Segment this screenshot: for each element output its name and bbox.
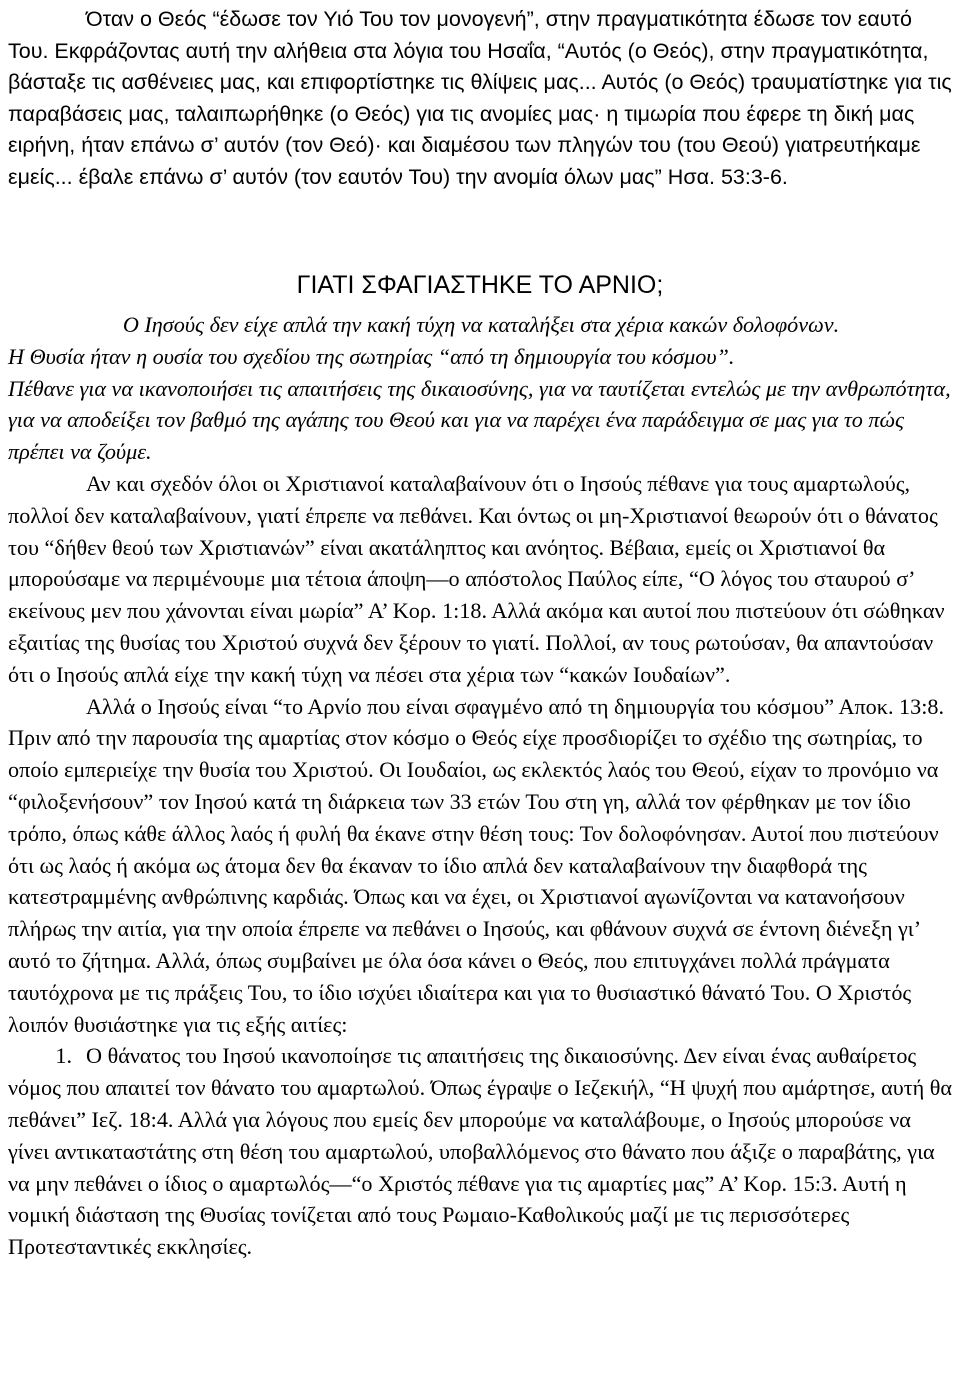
isaiah-quote-text: Όταν ο Θεός “έδωσε τον Υιό Του τον μονογενή”, στην πραγματικότητα έδωσε τον εαυτό Του. Εκφράζοντας αυτή την αλήθεια στα λόγια του Ησαΐα, “Αυτός (ο Θεός), στην πραγματικότητα, βάσταξε τις ασθένειες μας, και επιφορτίστηκε τις θλίψεις μας... Αυτός (ο Θεός) τραυματίστηκε για τις παραβάσεις μας, ταλαιπωρήθηκε (ο Θεός) για τις ανομίες μας· η τιμωρία που έφερε τη δική μας ειρήνη, ήταν επάνω σ’ αυτόν (τον Θεό)· και διαμέσου των πληγών του (του Θεού) γιατρευτήκαμε εμείς... έβαλε επάνω σ’ αυτόν (τον εαυτόν Του) την ανομία όλων μας” Ησα. 53:3-6. (8, 7, 952, 189)
list-item-number: 1. (55, 1043, 72, 1069)
intro-line-2: Η Θυσία ήταν η ουσία του σχεδίου της σωτηρίας “από τη δημιουργία του κόσμου”. (8, 343, 735, 369)
body-text (8, 309, 954, 1263)
paragraph-1: Αν και σχεδόν όλοι οι Χριστιανοί καταλαβαίνουν ότι ο Ιησούς πέθανε για τους αμαρτωλούς, πολλοί δεν καταλαβαίνουν, γιατί έπρεπε να πεθάνει. Και όντως οι μη-Χριστιανοί θεωρούν ότι ο θάνατος του “δήθεν θεού των Χριστιανών” είναι ακατάληπτος και ανόητος. Βέβαια, εμείς οι Χριστιανοί θα μπορούσαμε να περιμένουμε μια τέτοια άποψη—ο απόστολος Παύλος είπε, “Ο λόγος του σταυρού σ’ εκείνους μεν που χάνονται είναι μωρία” Α’ Κορ. 1:18. Αλλά ακόμα και αυτοί που πιστεύουν ότι σώθηκαν εξαιτίας της θυσίας του Χριστού συχνά δεν ξέρουν το γιατί. Πολλοί, αν τους ρωτούσαν, θα απαντούσαν ότι ο Ιησούς απλά είχε την κακή τύχη να πέσει στα χέρια των “κακών Ιουδαίων”. (8, 470, 945, 687)
list-item-text: Ο θάνατος του Ιησού ικανοποίησε τις απαιτήσεις της δικαιοσύνης. Δεν είναι ένας αυθαίρετος νόμος που απαιτεί τον θάνατο του αμαρτωλού. Όπως έγραψε ο Ιεζεκιήλ, “Η ψυχή που αμάρτησε, αυτή θα πεθάνει” Ιεζ. 18:4. Αλλά για λόγους που εμείς δεν μπορούμε να καταλάβουμε, ο Ιησούς μπορούσε να γίνει αντικαταστάτης στη θέση του αμαρτωλού, υποβαλλόμενος στο θάνατο που άξιζε ο παραβάτης, για να μην πεθάνει ο ίδιος ο αμαρτωλός—“ο Χριστός πέθανε για τις αμαρτίες μας” Α’ Κορ. 15:3. Αυτή η νομική διάσταση της Θυσίας τονίζεται από τους Ρωμαιο-Καθολικούς μαζί με τις περισσότερες Προτεσταντικές εκκλησίες. (8, 1043, 953, 1260)
isaiah-quote-paragraph (8, 4, 954, 193)
intro-summary (8, 309, 954, 468)
section-heading: ΓΙΑΤΙ ΣΦΑΓΙΑΣΤΗΚΕ ΤΟ ΑΡΝΙΟ; (296, 271, 664, 299)
paragraph-2: Αλλά ο Ιησούς είναι “το Αρνίο που είναι σφαγμένο από τη δημιουργία του κόσμου” Αποκ. 13:8. Πριν από την παρουσία της αμαρτίας στον κόσμο ο Θεός είχε προσδιορίζει το σχέδιο της σωτηρίας, το οποίο εμπεριείχε την θυσία του Χριστού. Οι Ιουδαίοι, ως εκλεκτός λαός του Θεού, είχαν το προνόμιο να “φιλοξενήσουν” τον Ιησού κατά τη διάρκεια των 33 ετών Του στη γη, αλλά τον φέρθηκαν με τον ίδιο τρόπο, όπως κάθε άλλος λαός ή φυλή θα έκανε στην θέση τους: Τον δολοφόνησαν. Αυτοί που πιστεύουν ότι ως λαός ή ακόμα ως άτομα δεν θα έκαναν το ίδιο απλά δεν καταλαβαίνουν την διαφθορά της κατεστραμμένης ανθρώπινης καρδιάς. Όπως και να έχει, οι Χριστιανοί αγωνίζονται να κατανοήσουν πλήρως την αιτία, για την οποία έπρεπε να πεθάνει ο Ιησούς, και φθάνουν συχνά σε έντονη διένεξη γι’ αυτό το ζήτημα. Αλλά, όπως συμβαίνει με όλα όσα κάνει ο Θεός, που επιτυγχάνει πολλά πράγματα ταυτόχρονα με τις πράξεις Του, το ίδιο ισχύει ιδιαίτερα και για το θυσιαστικό θάνατό Του. Ο Χριστός λοιπόν θυσιάστηκε για τις εξής αιτίες: (8, 693, 945, 1037)
list-item-1 (8, 1040, 954, 1263)
intro-line-3: Πέθανε για να ικανοποιήσει τις απαιτήσεις της δικαιοσύνης, για να ταυτίζεται εντελώς με την ανθρωπότητα, για να αποδείξει τον βαθμό της αγάπης του Θεού και για να παρέχει ένα παράδειγμα σε μας για το πώς πρέπει να ζούμε. (8, 375, 951, 465)
intro-line-1: Ο Ιησούς δεν είχε απλά την κακή τύχη να καταλήξει στα χέρια κακών δολοφόνων. (122, 312, 840, 337)
